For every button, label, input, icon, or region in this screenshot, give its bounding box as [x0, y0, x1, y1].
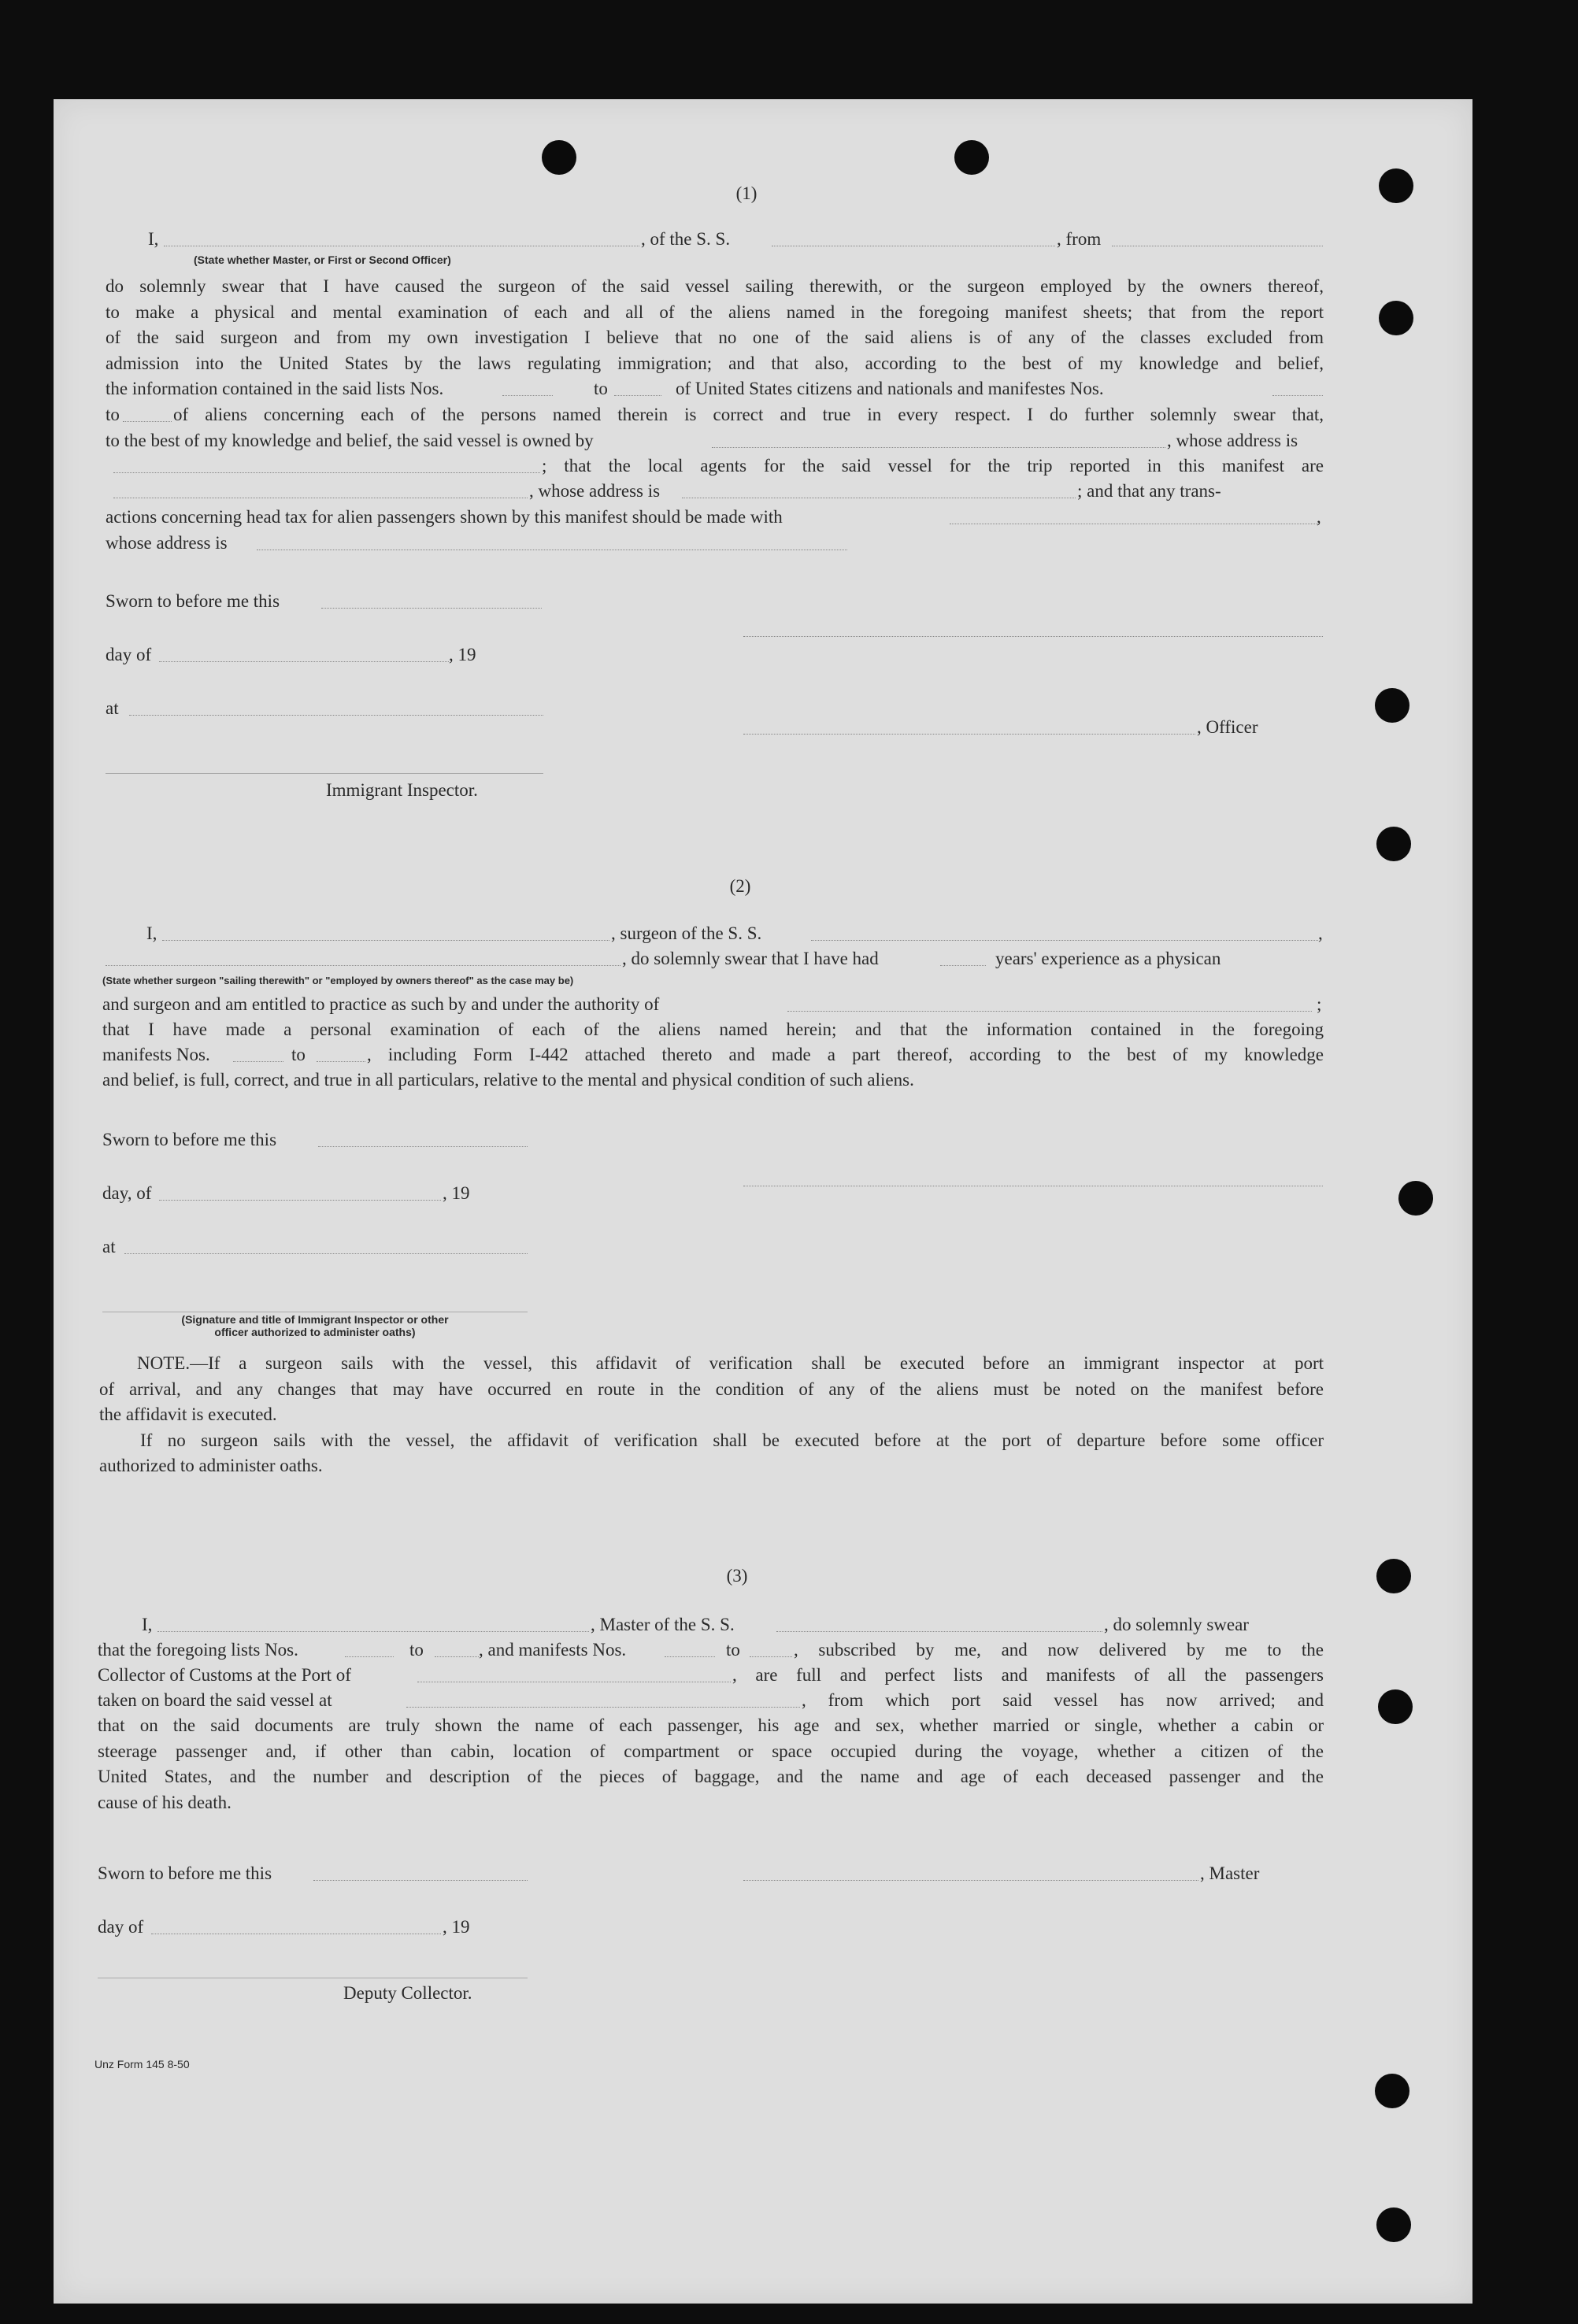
s2-signature-note-2: officer authorized to administer oaths): [214, 1326, 416, 1338]
s2-at-blank[interactable]: [124, 1253, 528, 1254]
s2-surgeon-note: (State whether surgeon "sailing therewith" or "employed by owners thereof" as the case may be): [102, 975, 574, 986]
s3-name-blank[interactable]: [157, 1631, 589, 1632]
s1-whose-address: whose address is: [106, 533, 228, 553]
s2-signature-note-1: (Signature and title of Immigrant Inspector or other: [181, 1313, 449, 1326]
s2-examination: that I have made a personal examination of each of the aliens named herein; and that the information contained in the foregoing: [102, 1020, 1324, 1039]
s2-manifests-to-blank[interactable]: [317, 1061, 365, 1062]
s2-authority: and surgeon and am entitled to practice as such by and under the authority of: [102, 994, 660, 1014]
punch-hole: [1379, 168, 1413, 203]
s3-arrived: , from which port said vessel has now arrived; and: [802, 1690, 1324, 1710]
s2-sailing-blank[interactable]: [106, 965, 620, 966]
s1-at: at: [106, 698, 119, 718]
s1-lists-to: to: [594, 379, 608, 398]
punch-hole: [954, 140, 989, 175]
s3-collector-label-sig: Deputy Collector.: [343, 1983, 472, 2003]
s3-body-line: cause of his death.: [98, 1792, 232, 1812]
s2-year: , 19: [443, 1183, 470, 1203]
s3-vessel-blank[interactable]: [776, 1631, 1102, 1632]
s3-manifests-to-blank[interactable]: [750, 1656, 792, 1657]
s2-sworn-blank[interactable]: [318, 1146, 528, 1147]
document-page: [54, 99, 1472, 2304]
s2-note-line: the affidavit is executed.: [99, 1404, 277, 1424]
section-3-number: (3): [726, 1566, 748, 1586]
s2-manifests-label: manifests Nos.: [102, 1045, 210, 1064]
s1-body-line: do solemnly swear that I have caused the surgeon of the said vessel sailing therewith, or the surgeon employed by the owners thereof,: [106, 276, 1324, 296]
punch-hole: [1398, 1181, 1433, 1216]
s1-from-label: , from: [1057, 229, 1102, 249]
s3-lists-to: to: [409, 1640, 424, 1660]
s2-day-of: day, of: [102, 1183, 152, 1203]
s1-of-ss-label: , of the S. S.: [641, 229, 731, 249]
s3-year: , 19: [443, 1917, 470, 1937]
punch-hole: [1375, 688, 1409, 723]
s2-do-swear: , do solemnly swear that I have had: [622, 949, 879, 968]
s1-agents-address-label: , whose address is: [529, 481, 661, 501]
s1-head-tax: actions concerning head tax for alien passengers shown by this manifest should be made with: [106, 507, 783, 527]
s1-owner-address-blank[interactable]: [113, 472, 540, 473]
s3-master-signature-blank[interactable]: [743, 1880, 1198, 1881]
s2-sworn: Sworn to before me this: [102, 1130, 277, 1149]
s1-manifests-to-blank[interactable]: [123, 421, 172, 422]
s3-body-line: United States, and the number and description of the pieces of baggage, and the name and age of each deceased passenger and the: [98, 1767, 1324, 1786]
s3-manifests-to: to: [726, 1640, 740, 1660]
s2-name-blank[interactable]: [162, 940, 609, 941]
s1-owner-address-label: , whose address is: [1167, 431, 1298, 450]
s2-form-i442: , including Form I-442 attached thereto and made a part thereof, according to the best of my knowledge: [367, 1045, 1324, 1064]
s3-collector-label: Collector of Customs at the Port of: [98, 1665, 351, 1685]
section-1-number: (1): [735, 183, 758, 203]
punch-hole: [1376, 2207, 1411, 2242]
punch-hole: [1378, 1689, 1413, 1724]
s3-swear: , do solemnly swear: [1104, 1615, 1249, 1634]
punch-hole: [542, 140, 576, 175]
s2-day-of-blank[interactable]: [159, 1200, 441, 1201]
s1-sworn: Sworn to before me this: [106, 591, 280, 611]
s1-body: [106, 274, 1324, 376]
s3-body-line: that on the said documents are truly shown the name of each passenger, his age and sex, whether married or single, whether a cabin or: [98, 1715, 1324, 1735]
s1-transactions: ; and that any trans-: [1077, 481, 1221, 501]
s3-master-label-sig: , Master: [1200, 1863, 1260, 1883]
s2-semicolon: ;: [1317, 994, 1322, 1014]
s3-manifests-from-blank[interactable]: [665, 1656, 715, 1657]
s1-lists-from-blank[interactable]: [502, 395, 553, 396]
s1-signature-blank[interactable]: [743, 636, 1323, 637]
s1-day-of-blank[interactable]: [159, 661, 449, 662]
s3-full-perfect: , are full and perfect lists and manifests of all the passengers: [732, 1665, 1324, 1685]
section-2-number: (2): [729, 876, 751, 896]
s1-owner-blank[interactable]: [712, 447, 1165, 448]
s2-i-label: I,: [146, 923, 157, 943]
s1-sworn-blank[interactable]: [321, 608, 542, 609]
s2-note-line: of arrival, and any changes that may have occurred en route in the condition of any of the aliens must be noted on the manifest before: [99, 1378, 1324, 1399]
s1-day-of: day of: [106, 645, 152, 664]
s1-body-line: admission into the United States by the laws regulating immigration; and that also, according to the best of my knowledge and belief,: [106, 353, 1324, 373]
s2-at: at: [102, 1237, 116, 1256]
s2-note: [99, 1351, 1324, 1479]
s2-vessel-blank[interactable]: [811, 940, 1318, 941]
s2-note-line: NOTE.—If a surgeon sails with the vessel, this affidavit of verification shall be executed before an immigrant inspector at port: [137, 1353, 1324, 1373]
s2-manifests-to: to: [291, 1045, 306, 1064]
s2-full-correct: and belief, is full, correct, and true in all particulars, relative to the mental and physical condition of such aliens.: [102, 1070, 914, 1090]
s3-sworn: Sworn to before me this: [98, 1863, 272, 1883]
s3-port-departure-blank[interactable]: [406, 1707, 800, 1708]
s1-manifests-label: of United States citizens and nationals and manifestes Nos.: [676, 379, 1104, 398]
s2-authority-blank[interactable]: [787, 1011, 1312, 1012]
s3-body: [98, 1713, 1324, 1815]
s1-officer-blank[interactable]: [743, 734, 1195, 735]
s3-i-label: I,: [142, 1615, 153, 1634]
s1-manifests-blank[interactable]: [1272, 395, 1323, 396]
form-id: Unz Form 145 8-50: [94, 2058, 190, 2071]
s1-officer-note: (State whether Master, or First or Second Officer): [194, 253, 451, 266]
s3-master-label: , Master of the S. S.: [591, 1615, 735, 1634]
s1-lists-label: the information contained in the said lists Nos.: [106, 379, 444, 398]
s1-manifests-to: to: [106, 405, 120, 424]
s2-manifests-from-blank[interactable]: [233, 1061, 283, 1062]
s3-subscribed: , subscribed by me, and now delivered by me to the: [794, 1640, 1324, 1660]
s2-note2-line: If no surgeon sails with the vessel, the affidavit of verification shall be executed before at the port of departure before some officer: [140, 1430, 1324, 1450]
s3-lists-to-blank[interactable]: [435, 1656, 479, 1657]
s1-inspector-line: [106, 773, 543, 774]
s3-sworn-blank[interactable]: [313, 1880, 528, 1881]
s1-year: , 19: [449, 645, 476, 664]
s1-owned-by: to the best of my knowledge and belief, the said vessel is owned by: [106, 431, 594, 450]
s1-i-label: I,: [148, 229, 159, 249]
s3-lists-from-blank[interactable]: [345, 1656, 394, 1657]
punch-hole: [1375, 2074, 1409, 2108]
s1-officer-label: , Officer: [1197, 717, 1258, 737]
s2-years-blank[interactable]: [940, 965, 986, 966]
punch-hole: [1376, 827, 1411, 861]
s1-local-agents: ; that the local agents for the said vessel for the trip reported in this manifest are: [542, 456, 1324, 476]
s1-body-line: of the said surgeon and from my own investigation I believe that no one of the said aliens is of any of the classes excluded from: [106, 328, 1324, 347]
s2-comma: ,: [1318, 923, 1323, 943]
s1-inspector-label: Immigrant Inspector.: [326, 780, 478, 800]
s2-note2-line: authorized to administer oaths.: [99, 1456, 323, 1475]
s1-body-line: to make a physical and mental examination of each and all of the aliens named in the foregoing manifest sheets; that from the report: [106, 302, 1324, 322]
punch-hole: [1376, 1559, 1411, 1593]
s3-day-of: day of: [98, 1917, 144, 1937]
s3-body-line: steerage passenger and, if other than cabin, location of compartment or space occupied during the voyage, whether a citizen of the: [98, 1741, 1324, 1761]
s3-lists-label: that the foregoing lists Nos.: [98, 1640, 298, 1660]
s1-lists-to-blank[interactable]: [614, 395, 661, 396]
s3-taken-on-board: taken on board the said vessel at: [98, 1690, 332, 1710]
s1-at-blank[interactable]: [129, 715, 543, 716]
s3-manifests-label: , and manifests Nos.: [479, 1640, 627, 1660]
s2-surgeon-label: , surgeon of the S. S.: [611, 923, 762, 943]
s1-comma: ,: [1317, 507, 1321, 527]
s1-line6: of aliens concerning each of the persons named therein is correct and true in every respect. I do further solemnly swear that,: [173, 405, 1324, 424]
punch-hole: [1379, 301, 1413, 335]
s2-years-label: years' experience as a physican: [995, 949, 1221, 968]
